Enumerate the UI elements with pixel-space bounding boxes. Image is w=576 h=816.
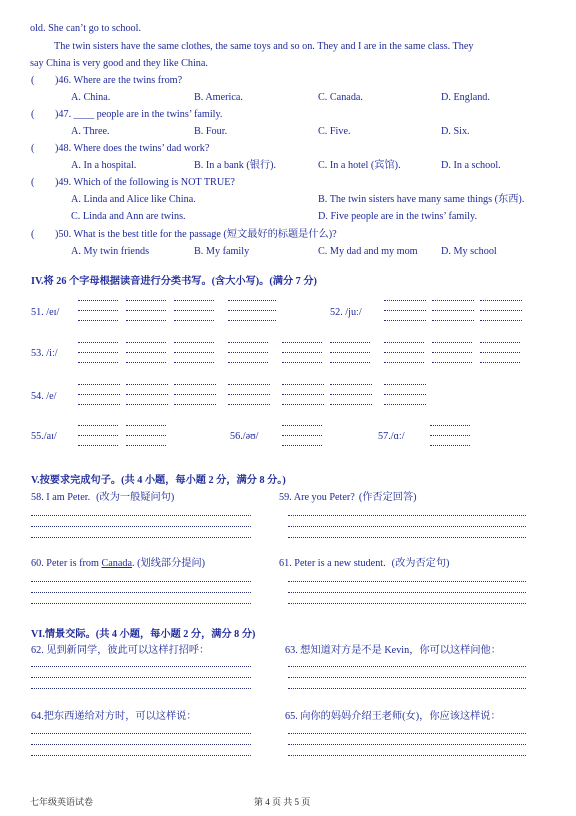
question-stem: )48. Where does the twins’ dad work?	[55, 143, 210, 154]
option-d: D. In a school.	[441, 160, 501, 171]
option-a: A. China.	[71, 92, 111, 103]
letter-blank[interactable]	[384, 404, 426, 405]
letter-blank[interactable]	[126, 445, 166, 446]
answer-line[interactable]	[288, 581, 526, 582]
letter-blank[interactable]	[78, 362, 118, 363]
answer-bracket: (	[31, 177, 35, 188]
letter-blank[interactable]	[126, 404, 168, 405]
letter-blank[interactable]	[78, 435, 118, 436]
letter-blank[interactable]	[228, 342, 268, 343]
option-c: C. Linda and Ann are twins.	[71, 211, 186, 222]
option-c: C. In a hotel (宾馆).	[318, 160, 401, 171]
letter-blank[interactable]	[78, 300, 118, 301]
question-59	[279, 492, 417, 504]
letter-blank[interactable]	[78, 320, 118, 321]
letter-blank[interactable]	[228, 394, 270, 395]
label-52: 52. /juː/	[330, 307, 362, 318]
option-c: C. Five.	[318, 126, 351, 137]
letter-blank[interactable]	[282, 384, 324, 385]
answer-line[interactable]	[288, 733, 526, 734]
page-number: 第 4 页 共 5 页	[254, 797, 311, 807]
letter-blank[interactable]	[228, 362, 268, 363]
question-stem: )46. Where are the twins from?	[55, 75, 183, 86]
answer-line[interactable]	[288, 592, 526, 593]
answer-line[interactable]	[31, 744, 251, 745]
letter-blank[interactable]	[282, 404, 324, 405]
option-b: B. In a bank (银行).	[194, 160, 277, 171]
letter-blank[interactable]	[330, 362, 370, 363]
letter-blank[interactable]	[126, 362, 166, 363]
answer-line[interactable]	[31, 537, 251, 538]
label-55: 55./aɪ/	[31, 431, 57, 442]
question-59-instruction: (作否定回答)	[358, 492, 417, 503]
answer-line[interactable]	[288, 744, 526, 745]
label-53: 53. /iː/	[31, 348, 58, 359]
letter-blank[interactable]	[228, 384, 270, 385]
answer-line[interactable]	[31, 733, 251, 734]
letter-blank[interactable]	[384, 362, 424, 363]
question-58	[31, 492, 174, 504]
letter-blank[interactable]	[126, 310, 166, 311]
letter-blank[interactable]	[78, 352, 118, 353]
answer-bracket: (	[31, 109, 35, 120]
letter-blank[interactable]	[432, 320, 474, 321]
option-d: D. Five people are in the twins’ family.	[318, 211, 477, 222]
answer-line[interactable]	[288, 688, 526, 689]
letter-blank[interactable]	[228, 352, 268, 353]
letter-blank[interactable]	[480, 352, 520, 353]
answer-line[interactable]	[288, 537, 526, 538]
letter-blank[interactable]	[282, 342, 322, 343]
option-a: A. Three.	[71, 126, 110, 137]
letter-blank[interactable]	[330, 404, 372, 405]
letter-blank[interactable]	[430, 435, 470, 436]
footer-subject: 七年级英语试卷	[30, 797, 94, 807]
question-60-instruction: . (划线部分提问)	[132, 558, 206, 569]
letter-blank[interactable]	[430, 445, 470, 446]
option-a: A. My twin friends	[71, 246, 150, 257]
letter-blank[interactable]	[174, 384, 216, 385]
letter-blank[interactable]	[384, 352, 424, 353]
answer-line[interactable]	[31, 677, 251, 678]
letter-blank[interactable]	[174, 342, 214, 343]
question-65: 65. 向你的妈妈介绍王老师(女)，你应该这样说：	[285, 711, 501, 722]
letter-blank[interactable]	[174, 394, 216, 395]
letter-blank[interactable]	[384, 342, 424, 343]
option-b: B. The twin sisters have many same things (东西).	[318, 194, 525, 205]
answer-line[interactable]	[31, 755, 251, 756]
letter-blank[interactable]	[282, 352, 322, 353]
label-57: 57./ɑː/	[378, 431, 405, 442]
letter-blank[interactable]	[126, 320, 166, 321]
answer-line[interactable]	[288, 677, 526, 678]
answer-line[interactable]	[31, 666, 251, 667]
question-61-instruction: (改为否定句)	[391, 558, 450, 569]
section-4-title: IV.将 26 个字母根据读音进行分类书写。(含大小写)。(满分 7 分)	[31, 276, 317, 287]
letter-blank[interactable]	[126, 394, 168, 395]
letter-blank[interactable]	[126, 425, 166, 426]
option-b: B. My family	[194, 246, 250, 257]
letter-blank[interactable]	[384, 310, 426, 311]
option-c: C. My dad and my mom	[318, 246, 418, 257]
question-62: 62. 见到新同学，彼此可以这样打招呼：	[31, 645, 210, 656]
question-61	[279, 558, 449, 570]
letter-blank[interactable]	[78, 394, 120, 395]
letter-blank[interactable]	[432, 362, 472, 363]
passage-line-3: say China is very good and they like China.	[30, 58, 208, 69]
answer-line[interactable]	[31, 581, 251, 582]
answer-line[interactable]	[31, 515, 251, 516]
label-54: 54. /e/	[31, 391, 57, 402]
letter-blank[interactable]	[384, 384, 426, 385]
question-61-text: 61. Peter is a new student.	[279, 558, 386, 569]
letter-blank[interactable]	[78, 425, 118, 426]
letter-blank[interactable]	[384, 320, 426, 321]
letter-blank[interactable]	[480, 320, 522, 321]
letter-blank[interactable]	[432, 300, 474, 301]
letter-blank[interactable]	[480, 342, 520, 343]
letter-blank[interactable]	[330, 394, 372, 395]
question-63: 63. 想知道对方是不是 Kevin，你可以这样问他：	[285, 645, 501, 656]
letter-blank[interactable]	[228, 404, 270, 405]
letter-blank[interactable]	[330, 342, 370, 343]
letter-blank[interactable]	[228, 300, 276, 301]
answer-bracket: (	[31, 229, 35, 240]
underlined-word: Canada	[101, 558, 133, 569]
option-d: D. England.	[441, 92, 490, 103]
question-64: 64.把东西递给对方时，可以这样说：	[31, 711, 197, 722]
option-a: A. Linda and Alice like China.	[71, 194, 196, 205]
question-60-text: 60. Peter is from	[31, 558, 102, 569]
letter-blank[interactable]	[432, 310, 474, 311]
letter-blank[interactable]	[126, 384, 168, 385]
letter-blank[interactable]	[480, 300, 522, 301]
letter-blank[interactable]	[432, 352, 472, 353]
answer-line[interactable]	[31, 592, 251, 593]
letter-blank[interactable]	[282, 394, 324, 395]
letter-blank[interactable]	[480, 362, 520, 363]
letter-blank[interactable]	[174, 300, 214, 301]
letter-blank[interactable]	[126, 352, 166, 353]
option-d: D. My school	[441, 246, 497, 257]
question-stem: )49. Which of the following is NOT TRUE?	[55, 177, 235, 188]
letter-blank[interactable]	[78, 310, 118, 311]
letter-blank[interactable]	[174, 404, 216, 405]
letter-blank[interactable]	[330, 384, 372, 385]
letter-blank[interactable]	[174, 310, 214, 311]
answer-line[interactable]	[288, 755, 526, 756]
letter-blank[interactable]	[174, 320, 214, 321]
passage-line-2: The twin sisters have the same clothes, the same toys and so on. They and I are in the same class. They	[54, 41, 474, 52]
answer-line[interactable]	[288, 526, 526, 527]
question-60	[31, 558, 205, 570]
letter-blank[interactable]	[282, 362, 322, 363]
letter-blank[interactable]	[228, 310, 276, 311]
letter-blank[interactable]	[174, 352, 214, 353]
letter-blank[interactable]	[174, 362, 214, 363]
answer-bracket: (	[31, 143, 35, 154]
option-b: B. Four.	[194, 126, 228, 137]
letter-blank[interactable]	[282, 435, 322, 436]
option-b: B. America.	[194, 92, 243, 103]
answer-line[interactable]	[288, 603, 526, 604]
question-58-instruction: (改为一般疑问句)	[96, 492, 175, 503]
answer-line[interactable]	[31, 688, 251, 689]
question-59-text: 59. Are you Peter?	[279, 492, 355, 503]
section-6-title: VI.情景交际。(共 4 小题，每小题 2 分，满分 8 分)	[31, 629, 256, 640]
label-56: 56./əʊ/	[230, 431, 259, 442]
question-stem: )47. ____ people are in the twins’ family.	[55, 109, 223, 120]
option-a: A. In a hospital.	[71, 160, 137, 171]
answer-line[interactable]	[31, 526, 251, 527]
letter-blank[interactable]	[78, 384, 120, 385]
letter-blank[interactable]	[384, 300, 426, 301]
option-c: C. Canada.	[318, 92, 363, 103]
letter-blank[interactable]	[480, 310, 522, 311]
letter-blank[interactable]	[126, 342, 166, 343]
question-stem: )50. What is the best title for the passage (短文最好的标题是什么)?	[55, 229, 337, 240]
question-58-text: 58. I am Peter.	[31, 492, 91, 503]
letter-blank[interactable]	[282, 445, 322, 446]
section-5-title: V.按要求完成句子。(共 4 小题，每小题 2 分，满分 8 分。)	[31, 475, 286, 486]
letter-blank[interactable]	[126, 435, 166, 436]
letter-blank[interactable]	[78, 445, 118, 446]
letter-blank[interactable]	[126, 300, 166, 301]
letter-blank[interactable]	[78, 404, 120, 405]
letter-blank[interactable]	[228, 320, 276, 321]
answer-line[interactable]	[288, 666, 526, 667]
letter-blank[interactable]	[330, 352, 370, 353]
answer-line[interactable]	[288, 515, 526, 516]
passage-line-1: old. She can’t go to school.	[30, 23, 142, 34]
label-51: 51. /eɪ/	[31, 307, 60, 318]
letter-blank[interactable]	[384, 394, 426, 395]
letter-blank[interactable]	[432, 342, 472, 343]
letter-blank[interactable]	[430, 425, 470, 426]
answer-bracket: (	[31, 75, 35, 86]
answer-line[interactable]	[31, 603, 251, 604]
option-d: D. Six.	[441, 126, 470, 137]
letter-blank[interactable]	[78, 342, 118, 343]
letter-blank[interactable]	[282, 425, 322, 426]
